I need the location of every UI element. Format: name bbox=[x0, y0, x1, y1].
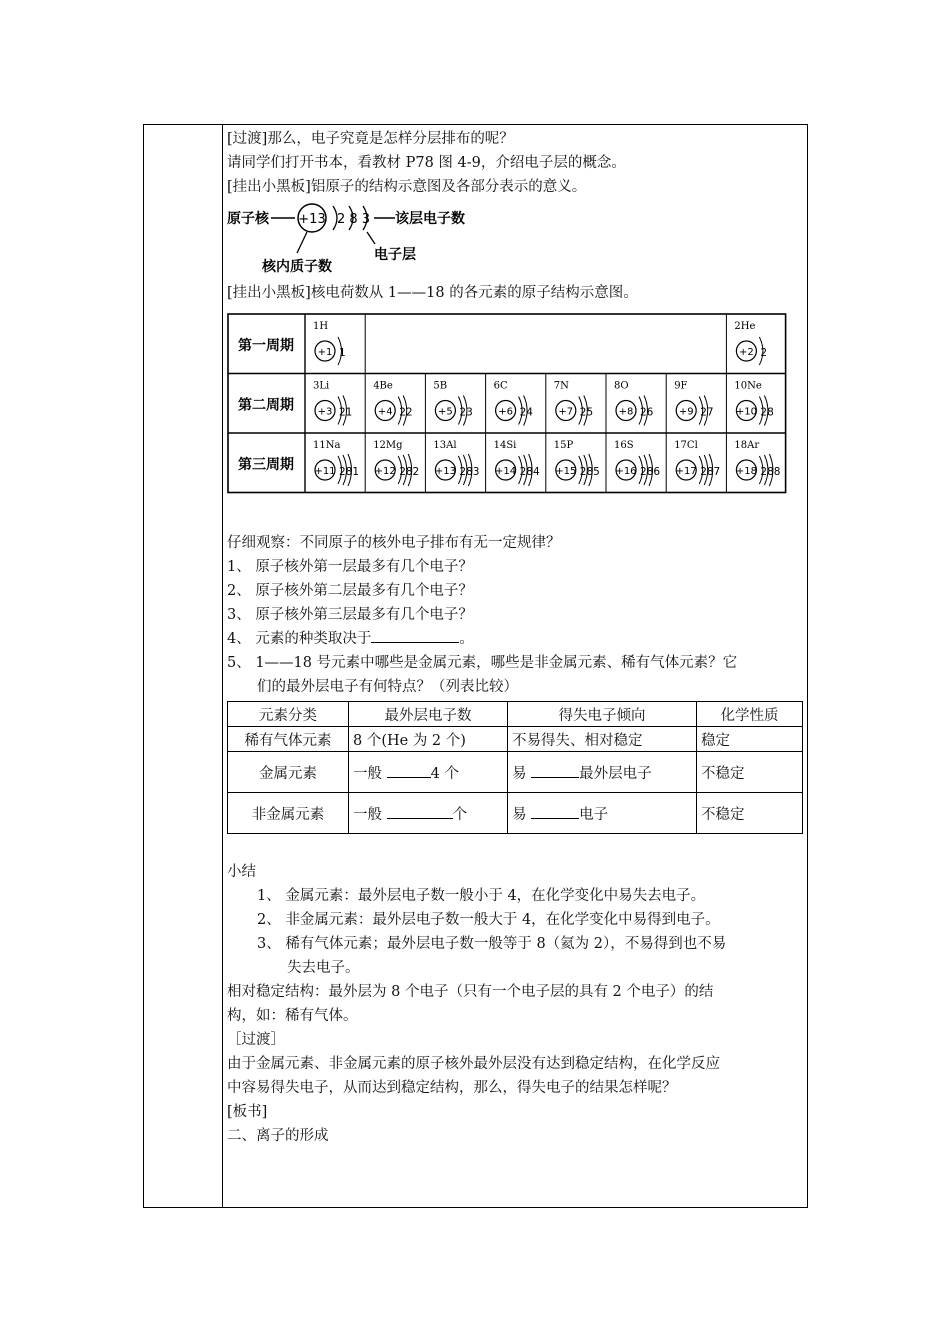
table-row bbox=[228, 793, 803, 834]
element-label: 3Li bbox=[313, 380, 330, 392]
element-charge: +14 bbox=[495, 466, 517, 477]
summary-item-3-line-2: 失去电子。 bbox=[287, 960, 360, 976]
element-electrons: 26 bbox=[640, 406, 654, 419]
period-label: 第三周期 bbox=[238, 456, 294, 473]
element-charge: +13 bbox=[434, 466, 456, 477]
element-charge: +4 bbox=[377, 406, 393, 418]
element-charge: +9 bbox=[678, 406, 694, 418]
proton-pointer bbox=[297, 232, 307, 253]
shell-label: 电子层 bbox=[374, 247, 416, 263]
element-label: 8O bbox=[614, 380, 629, 392]
question-4-suffix: 。 bbox=[459, 631, 474, 647]
element-label: 9F bbox=[674, 380, 688, 392]
aluminum-atom-diagram bbox=[227, 201, 802, 281]
element-charge: +10 bbox=[735, 406, 757, 418]
row1-tendency: 不易得失、相对稳定 bbox=[508, 727, 697, 752]
spacer bbox=[227, 499, 802, 531]
element-label: 18Ar bbox=[734, 440, 760, 451]
stable-structure-line-2: 构，如：稀有气体。 bbox=[227, 1008, 358, 1024]
periodic-structure-chart bbox=[227, 313, 802, 499]
row2-tendency-suffix: 最外层电子 bbox=[579, 765, 652, 782]
element-label: 4Be bbox=[373, 380, 393, 392]
row3-tendency-suffix: 电子 bbox=[579, 806, 609, 823]
layer-count-label: 该层电子数 bbox=[395, 211, 465, 227]
element-charge: +6 bbox=[498, 406, 513, 418]
row1-category: 稀有气体元素 bbox=[228, 727, 349, 752]
row2-property: 不稳定 bbox=[697, 752, 803, 793]
row1-property: 稳定 bbox=[697, 727, 803, 752]
header-electrons: 最外层电子数 bbox=[349, 702, 508, 727]
element-charge: +12 bbox=[374, 466, 396, 477]
row2-tendency-prefix: 易 bbox=[512, 765, 527, 782]
element-charge: +8 bbox=[618, 406, 634, 418]
spacer bbox=[227, 834, 802, 860]
row3-category: 非金属元素 bbox=[228, 793, 349, 834]
element-comparison-table bbox=[227, 701, 803, 834]
element-charge: +1 bbox=[317, 347, 333, 358]
nucleus-charge: +13 bbox=[298, 212, 326, 227]
observe-title: 仔细观察：不同原子的核外电子排布有无一定规律？ bbox=[227, 535, 561, 551]
element-electrons: 283 bbox=[459, 466, 480, 478]
period-label: 第一周期 bbox=[238, 337, 294, 354]
transition-label: ［过渡］ bbox=[227, 1032, 285, 1048]
row3-electrons bbox=[349, 793, 508, 834]
stable-structure-line-1: 相对稳定结构：最外层为 8 个电子（只有一个电子层的具有 2 个电子）的结 bbox=[227, 984, 714, 1000]
element-label: 10Ne bbox=[734, 380, 762, 392]
column-divider bbox=[222, 124, 223, 1208]
question-4 bbox=[227, 627, 802, 651]
element-electrons: 1 bbox=[339, 347, 346, 359]
row2-tendency bbox=[508, 752, 697, 793]
element-charge: +7 bbox=[558, 406, 574, 418]
element-electrons: 282 bbox=[399, 466, 420, 478]
element-electrons: 285 bbox=[579, 466, 600, 478]
row3-tendency-blank bbox=[531, 803, 579, 819]
element-label: 12Mg bbox=[373, 440, 403, 451]
summary-item-3-line-1: 3、 稀有气体元素；最外层电子数一般等于 8（氦为 2），不易得到也不易 bbox=[257, 936, 727, 952]
element-label: 5B bbox=[433, 380, 448, 392]
intro-line-2: 请同学们打开书本，看教材 P78 图 4-9，介绍电子层的概念。 bbox=[227, 155, 626, 171]
row3-tendency bbox=[508, 793, 697, 834]
element-electrons: 24 bbox=[519, 406, 533, 419]
row2-electrons bbox=[349, 752, 508, 793]
row1-electrons: 8 个(He 为 2 个) bbox=[349, 727, 508, 752]
shell-electrons: 2 8 3 bbox=[337, 212, 371, 227]
summary-item-2: 2、 非金属元素：最外层电子数一般大于 4，在化学变化中易得到电子。 bbox=[257, 912, 720, 928]
table-row bbox=[228, 752, 803, 793]
summary-item-1: 1、 金属元素：最外层电子数一般小于 4，在化学变化中易失去电子。 bbox=[257, 888, 706, 904]
question-3: 3、 原子核外第三层最多有几个电子？ bbox=[227, 607, 473, 623]
element-electrons: 21 bbox=[339, 406, 353, 419]
question-4-prefix: 4、 元素的种类取决于 bbox=[227, 631, 372, 647]
row3-electrons-prefix: 一般 bbox=[353, 806, 382, 823]
paragraph-line-2: 中容易得失电子，从而达到稳定结构，那么，得失电子的结果怎样呢？ bbox=[227, 1080, 677, 1096]
summary-title: 小结 bbox=[227, 864, 256, 880]
period-label: 第二周期 bbox=[238, 397, 294, 414]
row2-electrons-blank bbox=[387, 762, 431, 778]
nucleus-label: 原子核 bbox=[227, 211, 269, 227]
element-label: 2He bbox=[734, 321, 756, 332]
row3-property: 不稳定 bbox=[697, 793, 803, 834]
element-charge: +2 bbox=[739, 347, 754, 358]
element-label: 14Si bbox=[493, 440, 517, 451]
row2-tendency-blank bbox=[531, 762, 579, 778]
element-label: 11Na bbox=[313, 440, 341, 451]
element-label: 16S bbox=[614, 440, 634, 451]
element-electrons: 286 bbox=[640, 466, 661, 478]
periodic-intro: [挂出小黑板]核电荷数从 1——18 的各元素的原子结构示意图。 bbox=[227, 285, 638, 301]
section-heading: 二、离子的形成 bbox=[227, 1128, 329, 1144]
element-charge: +11 bbox=[314, 466, 336, 477]
element-electrons: 25 bbox=[579, 406, 594, 419]
element-charge: +15 bbox=[555, 466, 577, 477]
periodic-structure-svg bbox=[227, 313, 787, 495]
element-charge: +16 bbox=[615, 466, 637, 477]
intro-line-3: [挂出小黑板]铝原子的结构示意图及各部分表示的意义。 bbox=[227, 179, 587, 195]
element-electrons: 27 bbox=[700, 406, 714, 419]
question-1: 1、 原子核外第一层最多有几个电子？ bbox=[227, 559, 473, 575]
element-label: 6C bbox=[493, 380, 508, 392]
question-5-line-1: 5、 1——18 号元素中哪些是金属元素，哪些是非金属元素、稀有气体元素？它 bbox=[227, 655, 738, 671]
element-electrons: 287 bbox=[700, 466, 721, 478]
element-electrons: 28 bbox=[760, 406, 774, 419]
element-charge: +18 bbox=[735, 466, 757, 477]
row2-electrons-prefix: 一般 bbox=[353, 765, 382, 782]
aluminum-structure-svg bbox=[227, 201, 487, 281]
question-4-blank bbox=[371, 628, 459, 644]
intro-line-1: [过渡]那么，电子究竟是怎样分层排布的呢？ bbox=[227, 131, 514, 147]
element-electrons: 281 bbox=[339, 466, 360, 478]
element-electrons: 23 bbox=[459, 406, 473, 419]
paragraph-line-1: 由于金属元素、非金属元素的原子核外最外层没有达到稳定结构，在化学反应 bbox=[227, 1056, 720, 1072]
table-header-row bbox=[228, 702, 803, 727]
element-charge: +5 bbox=[438, 406, 453, 418]
element-label: 15P bbox=[553, 440, 574, 451]
question-2: 2、 原子核外第二层最多有几个电子？ bbox=[227, 583, 473, 599]
element-electrons: 288 bbox=[760, 466, 781, 478]
row2-electrons-suffix: 4 个 bbox=[430, 765, 459, 782]
header-property: 化学性质 bbox=[697, 702, 803, 727]
element-electrons: 22 bbox=[399, 406, 413, 419]
table-row bbox=[228, 727, 803, 752]
row3-electrons-blank bbox=[387, 803, 453, 819]
header-category: 元素分类 bbox=[228, 702, 349, 727]
row2-category: 金属元素 bbox=[228, 752, 349, 793]
element-electrons: 284 bbox=[519, 466, 540, 478]
board-label: [板书] bbox=[227, 1104, 268, 1120]
shell-pointer bbox=[367, 232, 375, 244]
element-label: 1H bbox=[313, 321, 329, 332]
row3-tendency-prefix: 易 bbox=[512, 806, 527, 823]
header-tendency: 得失电子倾向 bbox=[508, 702, 697, 727]
element-charge: +17 bbox=[675, 466, 697, 477]
question-5-line-2: 们的最外层电子有何特点？（列表比较） bbox=[257, 679, 518, 695]
element-charge: +3 bbox=[317, 406, 333, 418]
lesson-content bbox=[227, 127, 802, 1148]
element-label: 17Cl bbox=[674, 440, 698, 451]
row3-electrons-suffix: 个 bbox=[452, 806, 468, 823]
element-electrons: 2 bbox=[760, 347, 768, 359]
element-label: 7N bbox=[553, 380, 569, 392]
element-label: 13Al bbox=[433, 440, 457, 451]
proton-label: 核内质子数 bbox=[262, 259, 332, 275]
